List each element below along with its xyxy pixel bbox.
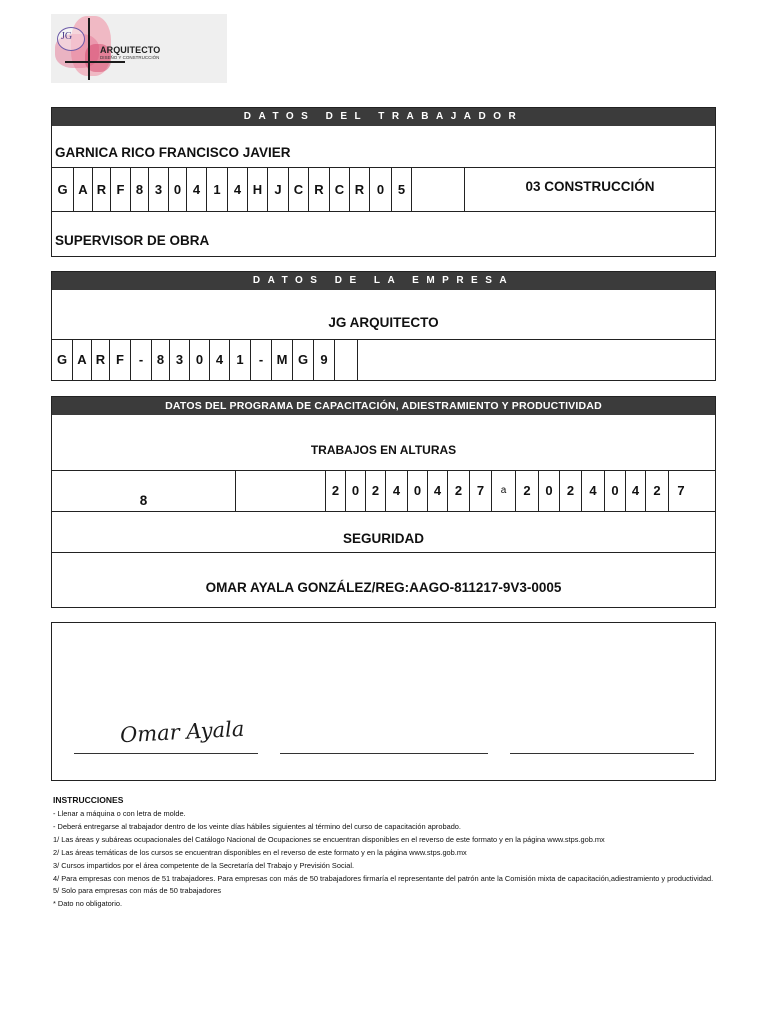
company-section [51, 271, 716, 381]
char-box: 4 [210, 340, 230, 380]
char-box: G [52, 340, 73, 380]
program-section-header: DATOS DEL PROGRAMA DE CAPACITACIÓN, ADIESTRAMIENTO Y PRODUCTIVIDAD [52, 397, 715, 415]
char-box: 9 [314, 340, 335, 380]
instructor-signature-line [74, 753, 258, 754]
company-rfc [52, 340, 358, 380]
char-box: 4 [428, 471, 448, 511]
char-box: 2 [366, 471, 386, 511]
instruction-line: 5/ Solo para empresas con más de 50 trabajadores [53, 886, 222, 896]
course-name: TRABAJOS EN ALTURAS [310, 443, 457, 457]
char-box: A [73, 340, 92, 380]
company-logo [51, 14, 227, 83]
char-box: G [293, 340, 314, 380]
char-box: A [74, 168, 93, 211]
char-box: - [251, 340, 272, 380]
instruction-line: - Llenar a máquina o con letra de molde. [53, 809, 186, 818]
char-box: 0 [408, 471, 428, 511]
instructions-title: INSTRUCCIONES [53, 795, 124, 805]
char-box: 8 [131, 168, 149, 211]
char-box: 0 [169, 168, 187, 211]
char-box: J [268, 168, 289, 211]
char-box: 2 [516, 471, 539, 511]
company-section-header: DATOS DE LA EMPRESA [52, 272, 715, 290]
char-box: 3 [170, 340, 190, 380]
char-box: R [309, 168, 330, 211]
char-box: 0 [190, 340, 210, 380]
char-box: 0 [370, 168, 392, 211]
char-box: 3 [149, 168, 169, 211]
char-box: 7 [470, 471, 492, 511]
char-box: 0 [346, 471, 366, 511]
instruction-line: 4/ Para empresas con menos de 51 trabajadores. Para empresas con más de 50 trabajadores firmaría el representante del patrón ante la Comisión mixta de capacitación,adiestramiento y productividad. [53, 873, 714, 883]
instruction-line: 1/ Las áreas y subáreas ocupacionales del Catálogo Nacional de Ocupaciones se encuentran disponibles en el reverso de este formato y en la página www.stps.gob.mx [53, 834, 605, 844]
char-box: 4 [228, 168, 248, 211]
char-box: 2 [326, 471, 346, 511]
thematic-area: SEGURIDAD [342, 531, 424, 546]
char-box: 1 [230, 340, 251, 380]
char-box: 2 [448, 471, 470, 511]
char-box: 2 [646, 471, 669, 511]
worker-name: GARNICA RICO FRANCISCO JAVIER [55, 145, 291, 160]
char-box: 2 [560, 471, 582, 511]
course-period [326, 471, 693, 511]
worker-position: SUPERVISOR DE OBRA [55, 233, 210, 248]
employer-signature-line [280, 753, 488, 754]
char-box: R [93, 168, 111, 211]
char-box: F [110, 340, 131, 380]
char-box: M [272, 340, 293, 380]
signatures-section [51, 622, 716, 781]
worker-occupation: 03 CONSTRUCCIÓN [525, 179, 655, 194]
char-box: R [92, 340, 110, 380]
char-box: 4 [582, 471, 605, 511]
instruction-line: 3/ Cursos impartidos por el área competente de la Secretaría del Trabajo y Previsión Social. [53, 860, 355, 870]
instruction-line: - Deberá entregarse al trabajador dentro de los veinte días hábiles siguientes al término del curso de capacitación aprobado. [53, 821, 461, 831]
char-box: 4 [386, 471, 408, 511]
instructor-signature: Omar Ayala [119, 716, 245, 748]
char-box: 7 [677, 483, 685, 498]
char-box: a [492, 471, 516, 511]
logo-subtitle: DISEÑO Y CONSTRUCCIÓN [100, 55, 160, 60]
training-agent: OMAR AYALA GONZÁLEZ/REG:AAGO-811217-9V3-0005 [205, 580, 562, 595]
char-box: H [248, 168, 268, 211]
char-box: - [131, 340, 152, 380]
company-name: JG ARQUITECTO [328, 315, 439, 330]
char-box: F [111, 168, 131, 211]
char-box: G [52, 168, 74, 211]
logo-brand: ARQUITECTO [100, 45, 161, 55]
char-box: R [350, 168, 370, 211]
char-box: C [330, 168, 350, 211]
course-duration: 8 [139, 493, 148, 508]
instruction-line: * Dato no obligatorio. [53, 899, 123, 909]
char-box: 5 [392, 168, 412, 211]
instructions-list [53, 808, 753, 911]
char-box: 1 [207, 168, 228, 211]
instruction-line: 2/ Las áreas temáticas de los cursos se encuentran disponibles en el reverso de este formato y en la página www.stps.gob.mx [53, 847, 467, 857]
char-box: 8 [152, 340, 170, 380]
logo-monogram: JG [61, 31, 73, 42]
char-box: 4 [626, 471, 646, 511]
char-box: 0 [605, 471, 626, 511]
commission-signature-line [510, 753, 694, 754]
worker-curp [52, 168, 412, 211]
program-section [51, 396, 716, 608]
char-box: 4 [187, 168, 207, 211]
worker-section [51, 107, 716, 257]
char-box [335, 340, 358, 380]
char-box: 0 [539, 471, 560, 511]
worker-section-header: DATOS DEL TRABAJADOR [52, 108, 715, 126]
char-box: C [289, 168, 309, 211]
